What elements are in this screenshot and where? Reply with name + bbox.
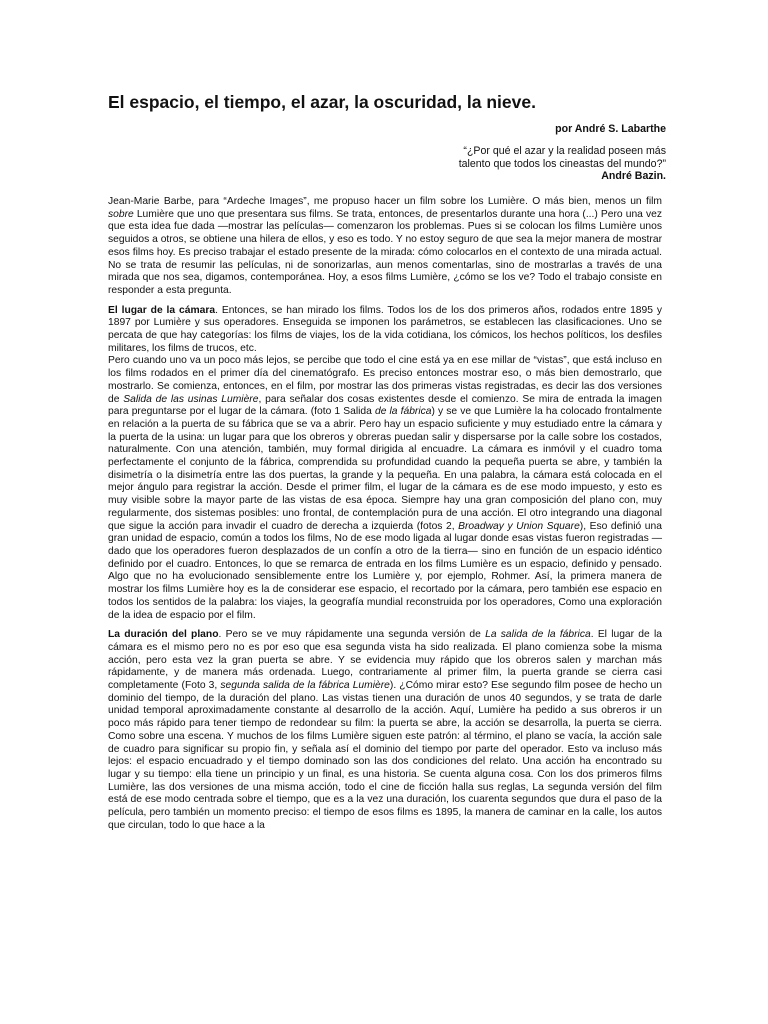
epigraph-line: “¿Por qué el azar y la realidad poseen más xyxy=(463,145,666,157)
paragraph-section-camera xyxy=(108,305,662,356)
text-run: , para señalar dos cosas existentes desde el comienzo. Se mira de entrada la imagen para preguntarse por el lugar de la cámara. (foto 1 Salida xyxy=(108,393,662,418)
text-run: . El lugar de la cámara es el mismo pero no es por eso que esa segunda vista ha sido realizada. El plano comienza sobe la misma acción, pero esta vez la gran puerta se abre. Y se evidencia muy rápido que los obreros salen y marchan más rápidamente, y de manera más ordenada. Luego, contrariamente al primer film, la puerta grande se cierra casi completamente (Foto 3, xyxy=(108,629,662,692)
text-run: ). ¿Cómo mirar esto? Ese segundo film posee de hecho un dominio del tiempo, de la duración del plano. Las vistas tienen una duración de unos 40 segundos, y se trata de darle unidad temporal aproximadamente constante al desarrollo de la acción. Aquí, Lumière ha pedido a sus obreros ir un poco más rápido para tener tiempo de redondear su film: la puerta se abre, la acción se desarrolla, la puerta se cierra. Como sobre una escena. Y muchos de los films Lumière siguen este patrón: al término, el plano se vacía, la acción sale de cuadro para significar su propio fin, y señala así el dominio del tiempo por parte del operador. Esto va incluso más lejos: el espacio encuadrado y el tiempo dominado son las dos condiciones del relato. Una acción ha encontrado su lugar y su tiempo: ella tiene un principio y un final, es una historia. Se cuenta alguna cosa. Con los dos primeros films Lumière, las dos versiones de una misma acción, todo el cine de ficción halla sus reglas, La segunda versión del film está de ese modo centrada sobre el tiempo, que es a la vez una duración, los cuarenta segundos que dura el paso de la película, pero también un momento preciso: el tiempo de esos films es 1895, la manera de caminar en la calle, los autos que circulan, todo lo que hace a la xyxy=(108,680,662,831)
paragraph-intro xyxy=(108,196,662,298)
emphasis: sobre xyxy=(108,208,134,220)
paragraph-camera-detail xyxy=(108,355,662,622)
paragraph-section-duration xyxy=(108,629,662,832)
document-title: El espacio, el tiempo, el azar, la oscuridad, la nieve. xyxy=(108,92,536,112)
section-heading: El lugar de la cámara xyxy=(108,304,216,316)
document-body xyxy=(108,196,662,839)
emphasis: segunda salida de la fábrica Lumière xyxy=(220,680,390,692)
text-run: Pero cuando uno va un poco más lejos, se percibe que todo el cine está ya en ese millar de “vistas”, que está incluso en los films rodados en el primer día del cinematógrafo. Es preciso entonces mostrar eso, o más bien demostrarlo, que mostrarlo. Se comienza, entonces, en el film, por mostrar las dos primeras vistas registradas, es decir las dos versiones de xyxy=(108,355,662,405)
epigraph-author: André Bazin. xyxy=(601,170,666,183)
epigraph xyxy=(459,145,666,183)
text-run: ), Eso definió una gran unidad de espacio, común a todos los films, No de ese modo ligada al lugar donde esas vistas fueron registradas —dado que los operadores fueron desplazados de un confín a otro de la tierra— sino en función de un espacio idéntico definido por el cuadro. Entonces, lo que se remarca de entrada en los films Lumière es un espacio, definido y pensado. Algo que no ha evolucionado sensiblemente entre los Lumière y, por ejemplo, Rohmer. Así, la primera manera de mostrar los films Lumière hoy es la de considerar ese espacio, el recortado por la cámara, pero también ese espacio en todos los sentidos de la palabra: los viajes, la geografía mundial reconstruida por los operadores, Como una exploración de la idea de espacio por el film. xyxy=(108,520,662,621)
emphasis: de la fábrica xyxy=(374,406,432,418)
emphasis: Broadway y Union Square xyxy=(458,520,580,532)
text-run: . Pero se ve muy rápidamente una segunda versión de xyxy=(218,629,486,641)
byline: por André S. Labarthe xyxy=(555,123,666,135)
text-run: ) y se ve que Lumière la ha colocado frontalmente en relación a la puerta de su fábrica que se va a abrir. Pero hay un espacio suficiente y muy estudiado entre la cámara y la puerta de la usina: un lugar para que los obreros y obreras puedan salir y dispersarse por la calle sobre los costados, naturalmente. Con una atención, también, muy formal dirigida al encuadre. La cámara es inmóvil y el cuadro toma perfectamente el conjunto de la fábrica, comprendida su profundidad cuando la pequeña puerta se abre, y también la disimetría o la disimetría entre las dos puertas, la grande y la pequeña. En una palabra, la cámara está colocada en el mejor ángulo para registrar la acción. Desde el primer film, el lugar de la cámara es de ese modo impuesto, y esto es muy visible sobre la mayor parte de las vistas de esa época. Siempre hay una gran composición del plano con, muy regularmente, dos sistemas posibles: uno frontal, de contemplación pura de una acción. El otro integrando una diagonal que sigue la acción para invadir el cuadro de derecha a izquierda (fotos 2, xyxy=(108,406,662,532)
section-heading: La duración del plano xyxy=(108,629,219,641)
emphasis: Salida de las usinas Lumière xyxy=(123,393,259,405)
text-run: . Entonces, se han mirado los films. Todos los de los dos primeros años, rodados entre 1895 y 1897 por Lumière y sus operadores. Enseguida se imponen los parámetros, se establecen las clasificaciones. Uno se percata de que hay categorías: los films de viajes, los de la vida cotidiana, los cómicos, los hechos políticos, los desfiles militares, los films de trucos, etc. xyxy=(108,304,662,354)
text-run: Lumière que uno que presentara sus films. Se trata, entonces, de presentarlos durante una hora (...) Pero una vez que esta idea fue dada —mostrar las películas— comenzaron los problemas. Pues si se colocan los films Lumière unos seguidos a otros, se obtiene una hilera de ellos, y eso es todo. Y no estoy seguro de que sea la mejor manera de mostrar esos films hoy. Es preciso trabajar el estado presente de la mirada: cómo colocarlos en el contexto de una mirada actual. No se trata de resumir las películas, ni de sonorizarlas, aun menos comentarlas, sino de mostrarlas a través de una mirada que nos sea, digamos, contemporánea. Hoy, a esos films Lumière, ¿cómo se los ve? Todo el trabajo consiste en responder a esta pregunta. xyxy=(108,208,662,296)
text-run: Jean-Marie Barbe, para “Ardeche Images”, me propuso hacer un film sobre los Lumière. O más bien, menos un film xyxy=(108,196,662,207)
epigraph-line: talento que todos los cineastas del mundo?” xyxy=(458,157,666,170)
emphasis: La salida de la fábrica xyxy=(485,629,591,641)
